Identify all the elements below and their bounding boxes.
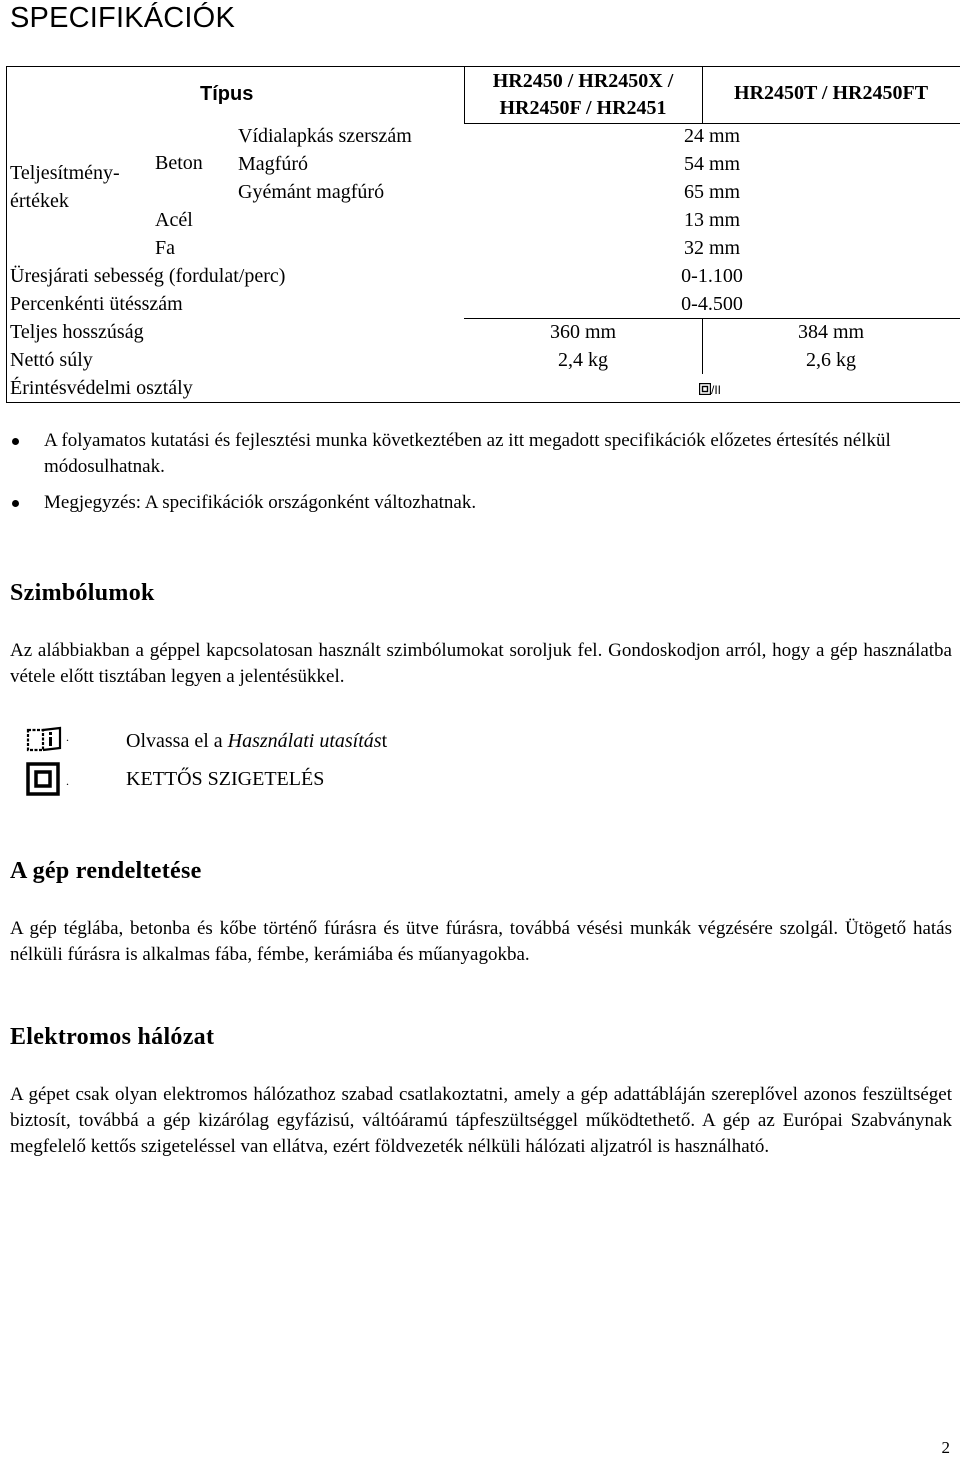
notes-list [10,428,955,526]
symbol-double-insulation: . KETTŐS SZIGETELÉS [26,762,526,798]
model-a-line2: HR2450F / HR2451 [499,97,667,119]
page-number: 2 [941,1438,950,1457]
length-label: Teljes hosszúság [10,321,144,343]
acel-label: Acél [155,209,193,231]
list-item: Megjegyzés: A specifikációk országonként változhatnak. [10,490,955,516]
symbols-intro: Az alábbiakban a géppel kapcsolatosan használt szimbólumokat soroljuk fel. Gondoskodjon arról, hogy a gép használatba vétele előtt tisztában legyen a jelentésükkel. [10,640,952,687]
vidia-label: Vídialapkás szerszám [238,125,412,147]
spec-table [6,66,960,403]
weight-label: Nettó súly [10,349,93,371]
bullet-icon [12,438,19,445]
purpose-heading: A gép rendeltetése [10,858,202,884]
length-b: 384 mm [797,321,865,343]
weight-b: 2,6 kg [806,349,856,371]
page-title: SPECIFIKÁCIÓK [10,2,235,34]
speed-value: 0-1.100 [681,265,743,287]
magfuro-label: Magfúró [238,153,308,175]
gyemant-label: Gyémánt magfúró [238,181,385,203]
header-type: Típus [200,83,254,105]
perf-group-line2: értékek [10,190,69,212]
class-suffix: /II [711,383,722,397]
purpose-text: A gép téglába, betonba és kőbe történő fúrásra és ütve fúrásra, továbbá vésési munkák végzésére szolgál. Ütögető hatás nélküli fúrásra is alkalmas fába, fémbe, kerámiába és műanyagokba. [10,918,952,965]
double-insulation-icon [26,762,60,796]
double-insulation-text: KETTŐS SZIGETELÉS [126,768,325,790]
double-insulation-small-icon [699,383,711,395]
magfuro-value: 54 mm [683,153,741,175]
model-b: HR2450T / HR2450FT [733,82,929,104]
perf-group-line1: Teljesítmény- [10,162,120,184]
list-item: A folyamatos kutatási és fejlesztési munka következtében az itt megadott specifikációk előzetes értesítés nélkül módosulhatnak. [10,428,955,480]
bullet-icon [12,500,19,507]
gyemant-value: 65 mm [683,181,741,203]
model-a-line1: HR2450 / HR2450X / [492,70,674,92]
impact-label: Percenkénti ütésszám [10,293,183,315]
class-label: Érintésvédelmi osztály [10,377,193,399]
class-value [699,374,721,402]
acel-value: 13 mm [683,209,741,231]
symbols-heading: Szimbólumok [10,580,155,606]
impact-value: 0-4.500 [681,293,743,315]
power-text: A gépet csak olyan elektromos hálózathoz szabad csatlakoztatni, amely a gép adattábláján szereplővel azonos feszültséget biztosít, továbbá a gép kizárólag egyfázisú, váltóáramú tápfeszültséggel működtethető. A gép az Európai Szabványnak megfelelő kettős szigeteléssel van ellátva, ezért földvezeték nélküli hálózati aljzatról is használható. [10,1084,952,1157]
read-manual-icon [26,726,64,754]
fa-label: Fa [155,237,175,259]
fa-value: 32 mm [683,237,741,259]
length-a: 360 mm [549,321,617,343]
power-heading: Elektromos hálózat [10,1024,215,1050]
read-manual-text: Olvassa el a Használati utasítást [126,730,388,752]
vidia-value: 24 mm [683,125,741,147]
weight-a: 2,4 kg [558,349,608,371]
symbol-read-manual: . Olvassa el a Használati utasítást [26,726,526,762]
beton-label: Beton [155,152,203,174]
speed-label: Üresjárati sebesség (fordulat/perc) [10,265,286,287]
